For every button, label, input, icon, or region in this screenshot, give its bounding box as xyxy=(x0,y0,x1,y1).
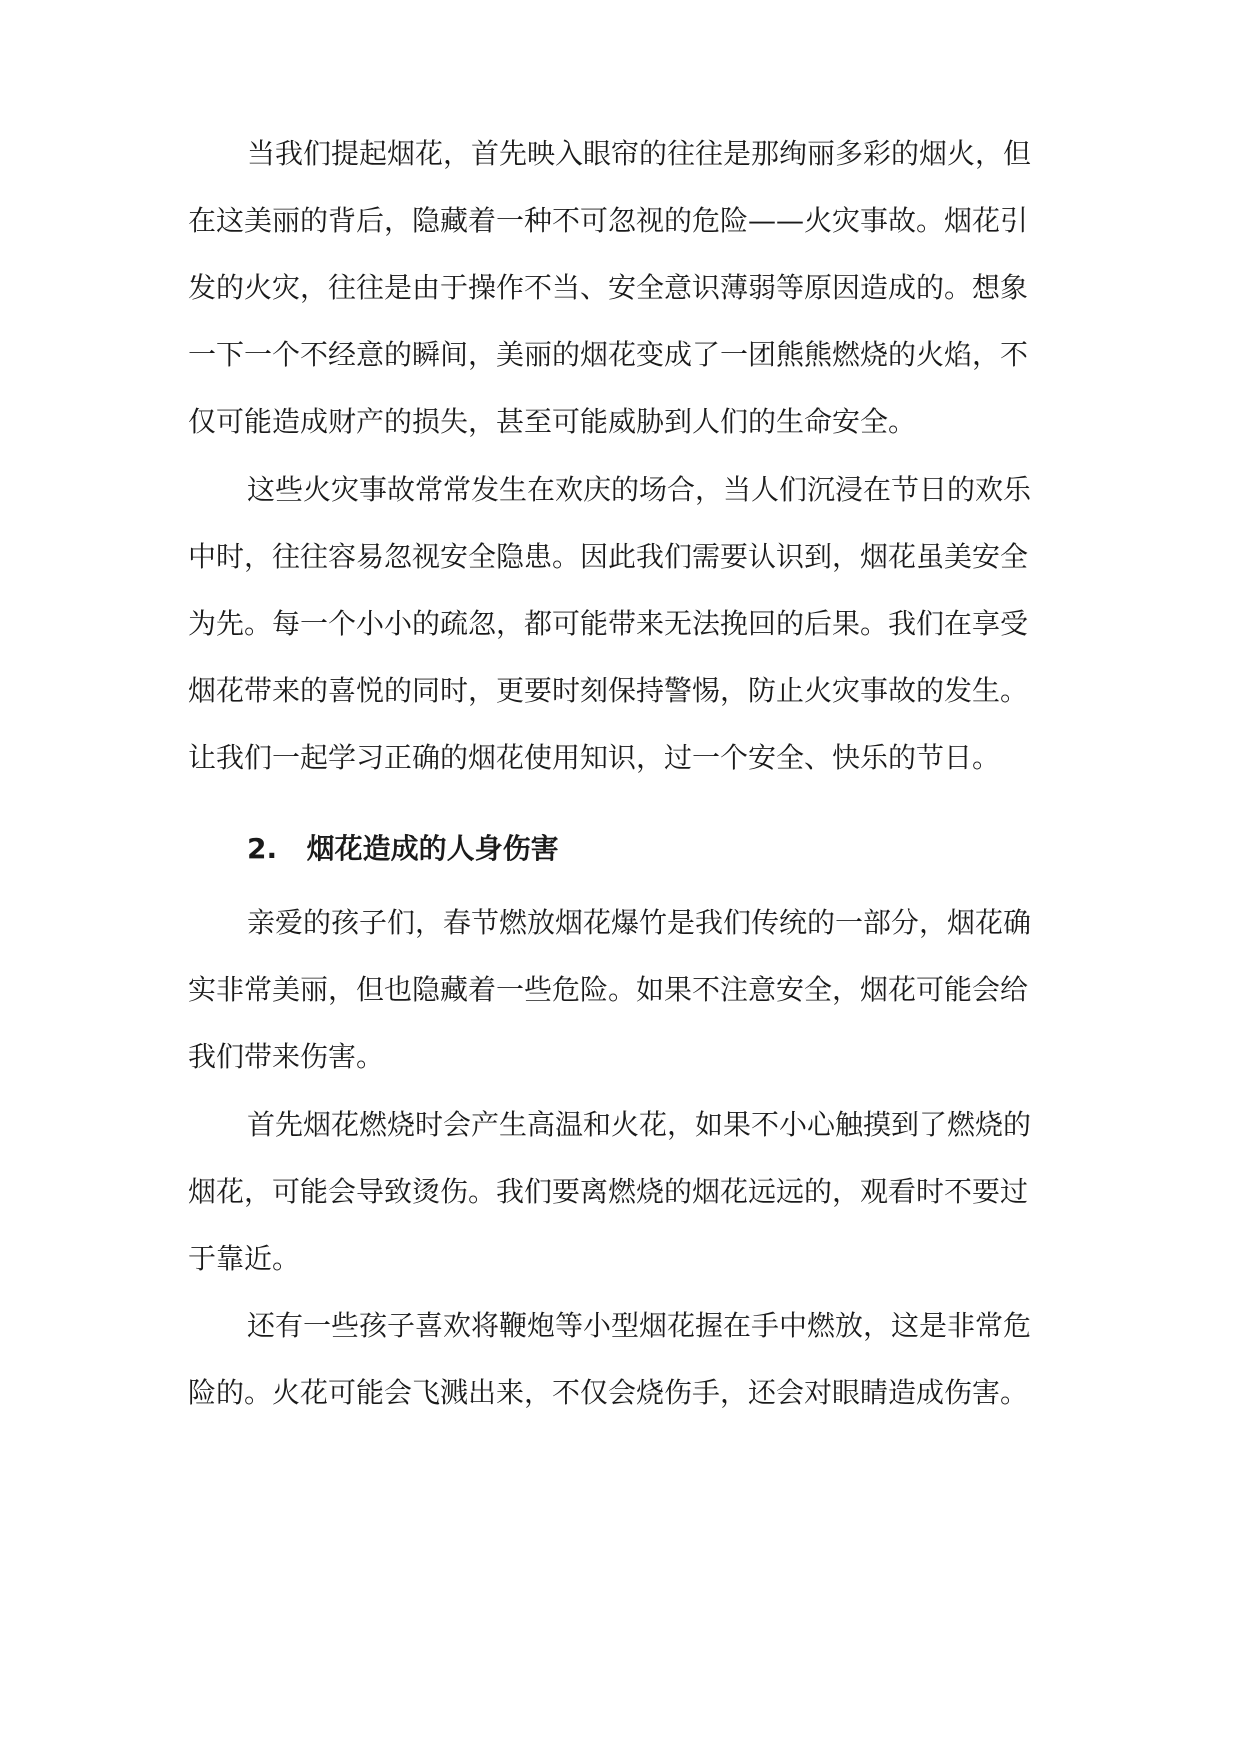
paragraph-line: 烟花，可能会导致烫伤。我们要离燃烧的烟花远远的，观看时不要过 xyxy=(188,1175,1029,1208)
paragraph-line: 当我们提起烟花，首先映入眼帘的往往是那绚丽多彩的烟火，但 xyxy=(247,137,1032,170)
paragraph-line: 为先。每一个小小的疏忽，都可能带来无法挽回的后果。我们在享受 xyxy=(188,607,1029,640)
section-number: 2. xyxy=(247,832,278,865)
paragraph-line: 我们带来伤害。 xyxy=(188,1040,385,1073)
paragraph-line: 首先烟花燃烧时会产生高温和火花，如果不小心触摸到了燃烧的 xyxy=(247,1108,1032,1141)
paragraph-line: 险的。火花可能会飞溅出来，不仅会烧伤手，还会对眼睛造成伤害。 xyxy=(188,1376,1029,1409)
paragraph-line: 中时，往往容易忽视安全隐患。因此我们需要认识到，烟花虽美安全 xyxy=(188,540,1029,573)
paragraph-line: 于靠近。 xyxy=(188,1242,301,1275)
paragraph-line: 一下一个不经意的瞬间，美丽的烟花变成了一团熊熊燃烧的火焰，不 xyxy=(188,338,1029,371)
paragraph-line: 还有一些孩子喜欢将鞭炮等小型烟花握在手中燃放，这是非常危 xyxy=(247,1309,1032,1342)
paragraph-line: 发的火灾，往往是由于操作不当、安全意识薄弱等原因造成的。想象 xyxy=(188,271,1029,304)
section-title: 烟花造成的人身伤害 xyxy=(306,832,559,865)
paragraph-line: 亲爱的孩子们，春节燃放烟花爆竹是我们传统的一部分，烟花确 xyxy=(247,906,1032,939)
paragraph-line: 烟花带来的喜悦的同时，更要时刻保持警惕，防止火灾事故的发生。 xyxy=(188,674,1029,707)
section-heading xyxy=(247,829,559,869)
paragraph-line: 仅可能造成财产的损失，甚至可能威胁到人们的生命安全。 xyxy=(188,405,917,438)
paragraph-line: 在这美丽的背后，隐藏着一种不可忽视的危险——火灾事故。烟花引 xyxy=(188,204,1029,237)
paragraph-line: 这些火灾事故常常发生在欢庆的场合，当人们沉浸在节日的欢乐 xyxy=(247,473,1032,506)
paragraph-line: 实非常美丽，但也隐藏着一些危险。如果不注意安全，烟花可能会给 xyxy=(188,973,1029,1006)
paragraph-line: 让我们一起学习正确的烟花使用知识，过一个安全、快乐的节日。 xyxy=(188,741,1001,774)
